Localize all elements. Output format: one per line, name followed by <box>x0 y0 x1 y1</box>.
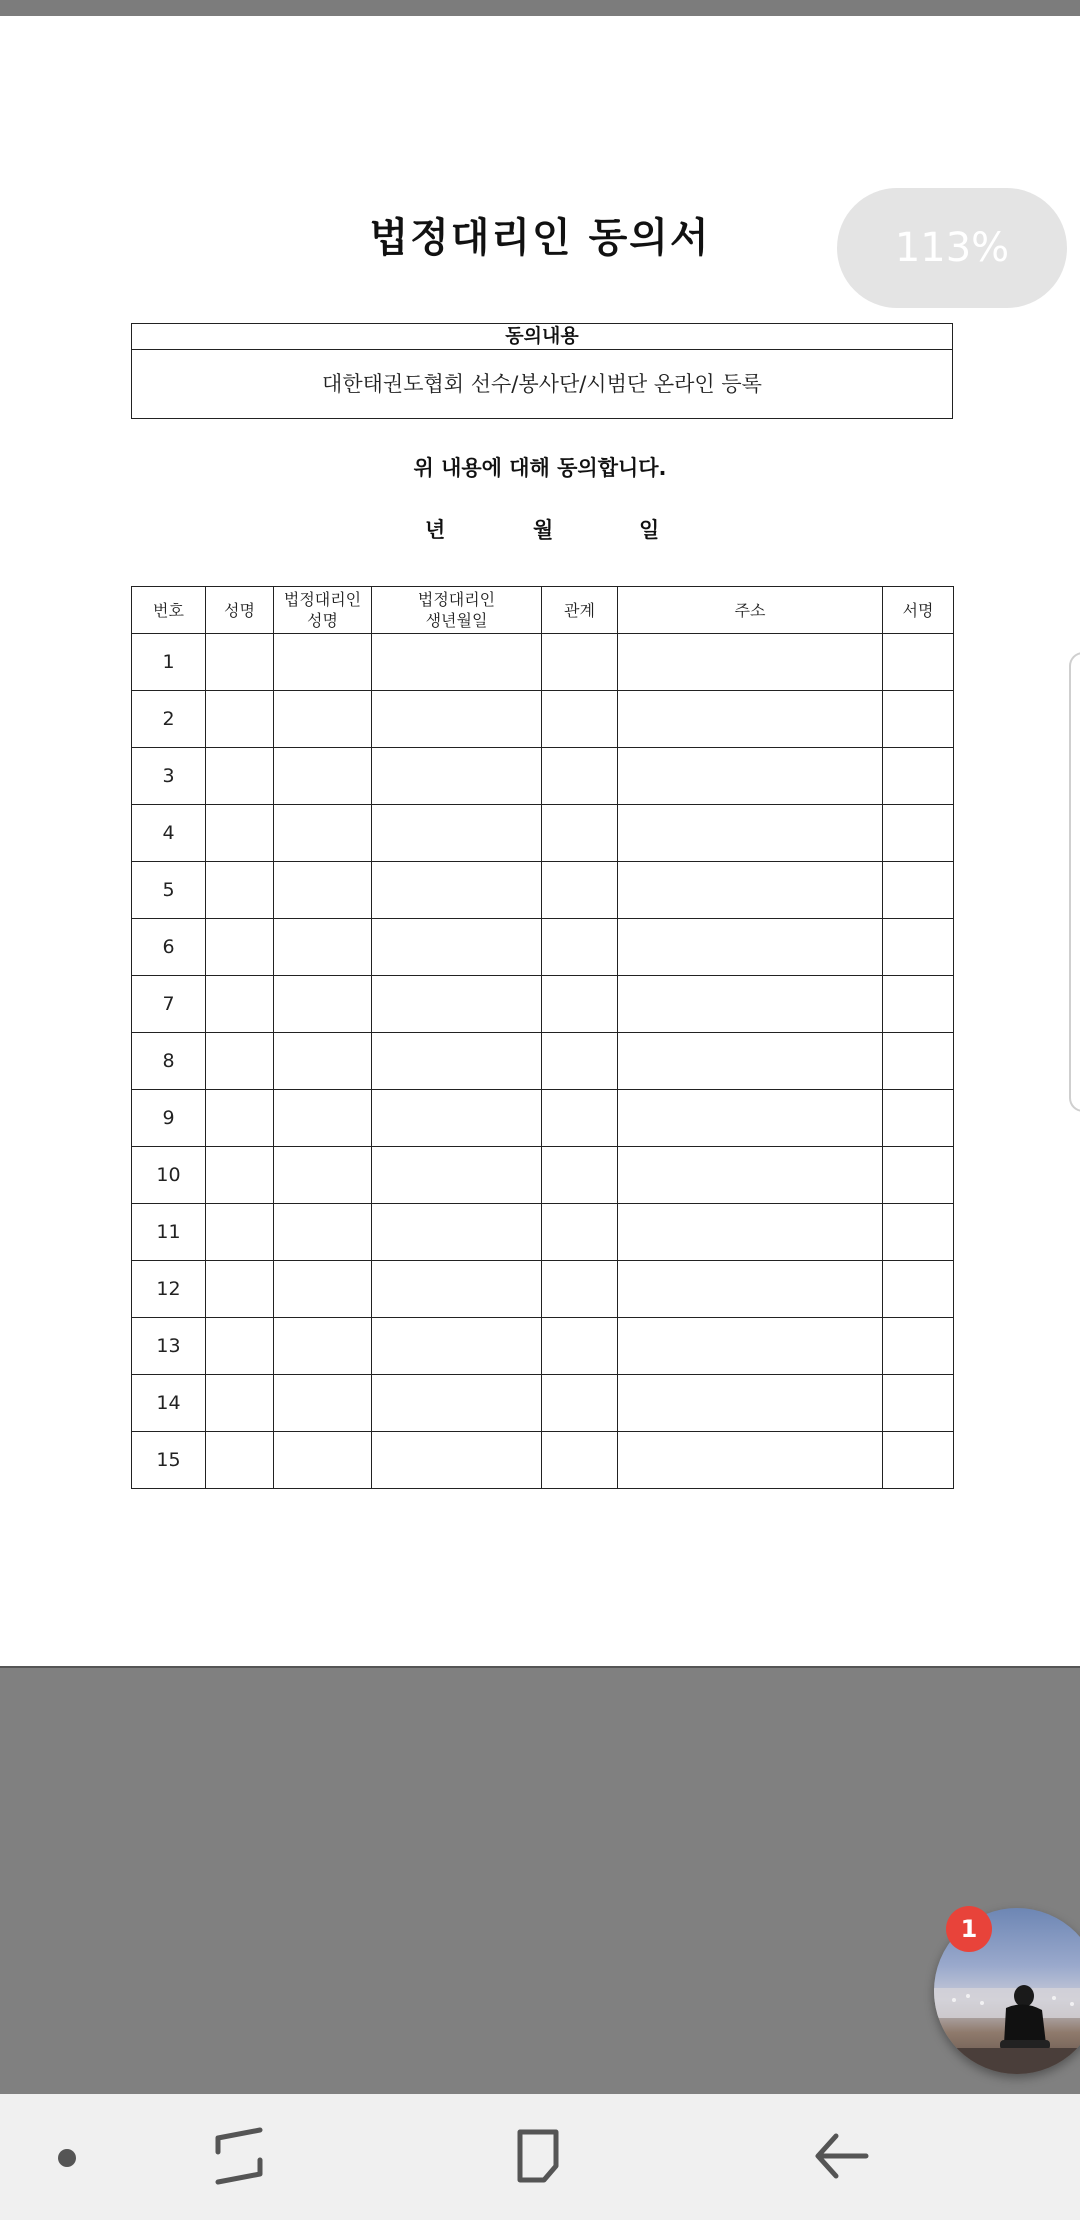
empty-field-cell <box>883 919 954 976</box>
table-row <box>132 1432 954 1489</box>
empty-field-cell <box>883 1432 954 1489</box>
empty-field-cell <box>206 1432 274 1489</box>
row-number-cell: 3 <box>132 748 206 805</box>
dot-icon[interactable] <box>58 2149 76 2167</box>
recent-apps-icon[interactable] <box>204 2124 274 2190</box>
table-header-cell: 관계 <box>542 587 618 634</box>
empty-field-cell <box>206 1318 274 1375</box>
empty-field-cell <box>542 1318 618 1375</box>
empty-field-cell <box>206 1204 274 1261</box>
table-row <box>132 862 954 919</box>
table-header-row <box>132 587 954 634</box>
empty-field-cell <box>274 1204 372 1261</box>
table-row <box>132 748 954 805</box>
empty-field-cell <box>372 1033 542 1090</box>
row-number-cell: 6 <box>132 919 206 976</box>
empty-field-cell <box>274 1090 372 1147</box>
chat-head[interactable] <box>934 1908 1080 2074</box>
table-header-cell: 성명 <box>206 587 274 634</box>
empty-field-cell <box>274 691 372 748</box>
agree-statement: 위 내용에 대해 동의합니다. <box>413 456 667 480</box>
empty-field-cell <box>372 1261 542 1318</box>
row-number-cell: 2 <box>132 691 206 748</box>
empty-field-cell <box>372 862 542 919</box>
empty-field-cell <box>883 691 954 748</box>
empty-field-cell <box>206 1375 274 1432</box>
row-number-cell: 15 <box>132 1432 206 1489</box>
empty-field-cell <box>274 748 372 805</box>
empty-field-cell <box>206 862 274 919</box>
table-row <box>132 1090 954 1147</box>
table-header-cell: 법정대리인 생년월일 <box>372 587 542 634</box>
empty-field-cell <box>542 976 618 1033</box>
row-number-cell: 13 <box>132 1318 206 1375</box>
empty-field-cell <box>206 634 274 691</box>
empty-field-cell <box>883 1375 954 1432</box>
empty-field-cell <box>372 1147 542 1204</box>
empty-field-cell <box>618 1090 883 1147</box>
row-number-cell: 9 <box>132 1090 206 1147</box>
row-number-cell: 14 <box>132 1375 206 1432</box>
zoom-indicator: 113% <box>837 188 1067 308</box>
empty-field-cell <box>372 805 542 862</box>
empty-field-cell <box>274 862 372 919</box>
empty-field-cell <box>883 1147 954 1204</box>
table-row <box>132 805 954 862</box>
home-icon[interactable] <box>504 2124 574 2190</box>
empty-field-cell <box>206 919 274 976</box>
back-icon[interactable] <box>806 2124 876 2190</box>
empty-field-cell <box>883 805 954 862</box>
table-row <box>132 634 954 691</box>
empty-field-cell <box>883 634 954 691</box>
empty-field-cell <box>883 748 954 805</box>
empty-field-cell <box>618 862 883 919</box>
empty-field-cell <box>372 1375 542 1432</box>
empty-field-cell <box>883 1204 954 1261</box>
notification-badge: 1 <box>946 1906 992 1952</box>
empty-field-cell <box>883 1261 954 1318</box>
empty-field-cell <box>274 634 372 691</box>
empty-field-cell <box>274 1033 372 1090</box>
empty-field-cell <box>618 634 883 691</box>
empty-field-cell <box>618 1204 883 1261</box>
empty-field-cell <box>618 1033 883 1090</box>
table-row <box>132 1318 954 1375</box>
empty-field-cell <box>206 1033 274 1090</box>
table-row <box>132 976 954 1033</box>
table-header-cell: 법정대리인 성명 <box>274 587 372 634</box>
empty-field-cell <box>206 1090 274 1147</box>
empty-field-cell <box>618 691 883 748</box>
table-row <box>132 691 954 748</box>
row-number-cell: 8 <box>132 1033 206 1090</box>
empty-field-cell <box>542 1033 618 1090</box>
empty-field-cell <box>372 634 542 691</box>
row-number-cell: 11 <box>132 1204 206 1261</box>
empty-field-cell <box>542 1090 618 1147</box>
row-number-cell: 5 <box>132 862 206 919</box>
row-number-cell: 12 <box>132 1261 206 1318</box>
viewer-top-edge <box>0 0 1080 16</box>
empty-field-cell <box>618 1147 883 1204</box>
empty-field-cell <box>274 1147 372 1204</box>
empty-field-cell <box>372 748 542 805</box>
empty-field-cell <box>542 862 618 919</box>
empty-field-cell <box>372 976 542 1033</box>
empty-field-cell <box>542 1204 618 1261</box>
row-number-cell: 10 <box>132 1147 206 1204</box>
empty-field-cell <box>274 1318 372 1375</box>
empty-field-cell <box>542 1147 618 1204</box>
date-month-label: 월 <box>533 518 554 542</box>
consent-body: 대한태권도협회 선수/봉사단/시범단 온라인 등록 <box>322 372 762 396</box>
empty-field-cell <box>206 1261 274 1318</box>
empty-field-cell <box>372 1090 542 1147</box>
empty-field-cell <box>618 1261 883 1318</box>
empty-field-cell <box>618 1318 883 1375</box>
empty-field-cell <box>883 1033 954 1090</box>
table-header-cell: 서명 <box>883 587 954 634</box>
table-row <box>132 1033 954 1090</box>
document-title: 법정대리인 동의서 <box>369 215 711 261</box>
empty-field-cell <box>542 691 618 748</box>
empty-field-cell <box>274 919 372 976</box>
consent-box <box>131 323 953 419</box>
table-header-cell: 주소 <box>618 587 883 634</box>
empty-field-cell <box>618 919 883 976</box>
empty-field-cell <box>372 1432 542 1489</box>
date-day-label: 일 <box>639 518 660 542</box>
empty-field-cell <box>542 1261 618 1318</box>
empty-field-cell <box>206 748 274 805</box>
empty-field-cell <box>206 976 274 1033</box>
empty-field-cell <box>618 1375 883 1432</box>
edge-panel-handle[interactable] <box>1069 652 1080 1112</box>
empty-field-cell <box>883 1090 954 1147</box>
empty-field-cell <box>206 1147 274 1204</box>
signature-table <box>131 586 954 1489</box>
empty-field-cell <box>372 1318 542 1375</box>
empty-field-cell <box>372 691 542 748</box>
date-year-label: 년 <box>425 518 446 542</box>
empty-field-cell <box>542 748 618 805</box>
table-row <box>132 919 954 976</box>
row-number-cell: 1 <box>132 634 206 691</box>
empty-field-cell <box>274 1261 372 1318</box>
row-number-cell: 7 <box>132 976 206 1033</box>
empty-field-cell <box>618 1432 883 1489</box>
empty-field-cell <box>206 691 274 748</box>
table-row <box>132 1375 954 1432</box>
consent-header: 동의내용 <box>132 324 952 350</box>
table-row <box>132 1147 954 1204</box>
empty-field-cell <box>618 748 883 805</box>
empty-field-cell <box>883 976 954 1033</box>
empty-field-cell <box>274 1375 372 1432</box>
empty-field-cell <box>542 919 618 976</box>
empty-field-cell <box>274 805 372 862</box>
empty-field-cell <box>372 919 542 976</box>
empty-field-cell <box>883 862 954 919</box>
empty-field-cell <box>206 805 274 862</box>
empty-field-cell <box>372 1204 542 1261</box>
table-row <box>132 1204 954 1261</box>
empty-field-cell <box>883 1318 954 1375</box>
empty-field-cell <box>542 634 618 691</box>
empty-field-cell <box>542 1375 618 1432</box>
row-number-cell: 4 <box>132 805 206 862</box>
empty-field-cell <box>542 805 618 862</box>
empty-field-cell <box>618 976 883 1033</box>
empty-field-cell <box>542 1432 618 1489</box>
table-row <box>132 1261 954 1318</box>
navigation-bar <box>0 2094 1080 2220</box>
table-header-cell: 번호 <box>132 587 206 634</box>
empty-field-cell <box>274 1432 372 1489</box>
empty-field-cell <box>618 805 883 862</box>
empty-field-cell <box>274 976 372 1033</box>
